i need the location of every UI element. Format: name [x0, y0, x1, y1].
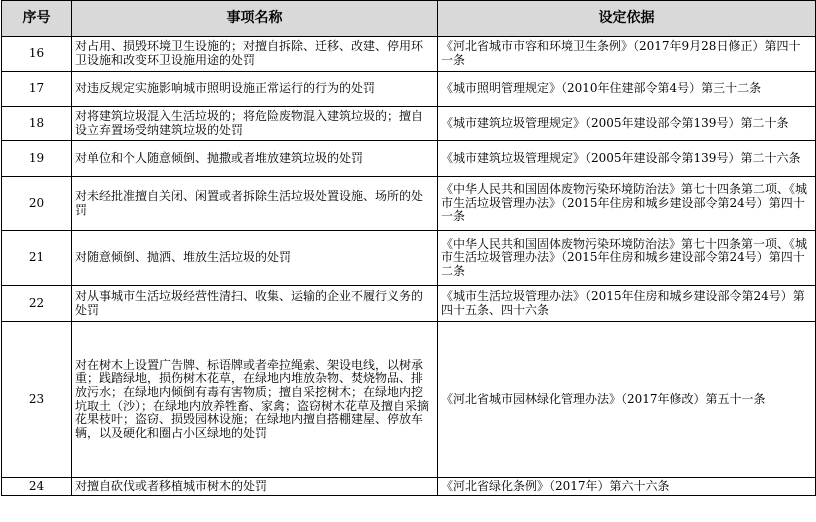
regulation-table — [1, 0, 816, 496]
row-legal-basis: 《中华人民共和国固体废物污染环境防治法》第七十四条第一项、《城市生活垃圾管理办法》（2015年住房和城乡建设部令第24号）第四十二条 — [438, 231, 816, 286]
row-item-name: 对占用、损毁环境卫生设施的；对擅自拆除、迁移、改建、停用环卫设施和改变环卫设施用途的处罚 — [72, 37, 438, 72]
row-item-name: 对违反规定实施影响城市照明设施正常运行的行为的处罚 — [72, 72, 438, 107]
row-item-name: 对单位和个人随意倾倒、抛撒或者堆放建筑垃圾的处罚 — [72, 141, 438, 177]
row-legal-basis: 《河北省城市市容和环境卫生条例》（2017年9月28日修正）第四十一条 — [438, 37, 816, 72]
row-number: 20 — [2, 177, 72, 231]
table-row — [2, 231, 816, 286]
row-item-name: 对从事城市生活垃圾经营性清扫、收集、运输的企业不履行义务的处罚 — [72, 286, 438, 322]
row-number: 23 — [2, 322, 72, 478]
table-row — [2, 107, 816, 141]
row-legal-basis: 《河北省城市园林绿化管理办法》（2017年修改）第五十一条 — [438, 322, 816, 478]
row-legal-basis: 《河北省绿化条例》（2017年）第六十六条 — [438, 478, 816, 496]
table-row — [2, 177, 816, 231]
row-number: 16 — [2, 37, 72, 72]
table-header-row — [2, 1, 816, 37]
row-number: 18 — [2, 107, 72, 141]
table-row — [2, 37, 816, 72]
table-row — [2, 478, 816, 496]
row-legal-basis: 《城市照明管理规定》（2010年住建部令第4号）第三十二条 — [438, 72, 816, 107]
row-number: 21 — [2, 231, 72, 286]
header-item-name: 事项名称 — [72, 1, 438, 37]
row-legal-basis: 《城市建筑垃圾管理规定》（2005年建设部令第139号）第二十六条 — [438, 141, 816, 177]
row-item-name: 对擅自砍伐或者移植城市树木的处罚 — [72, 478, 438, 496]
row-item-name: 对随意倾倒、抛洒、堆放生活垃圾的处罚 — [72, 231, 438, 286]
row-number: 24 — [2, 478, 72, 496]
row-legal-basis: 《中华人民共和国固体废物污染环境防治法》第七十四条第二项、《城市生活垃圾管理办法》（2015年住房和城乡建设部令第24号）第四十一条 — [438, 177, 816, 231]
row-number: 17 — [2, 72, 72, 107]
row-legal-basis: 《城市建筑垃圾管理规定》（2005年建设部令第139号）第二十条 — [438, 107, 816, 141]
row-item-name: 对将建筑垃圾混入生活垃圾的；将危险废物混入建筑垃圾的；擅自设立弃置场受纳建筑垃圾的处罚 — [72, 107, 438, 141]
table-row — [2, 141, 816, 177]
table-row — [2, 286, 816, 322]
header-serial-number: 序号 — [2, 1, 72, 37]
header-legal-basis: 设定依据 — [438, 1, 816, 37]
row-number: 22 — [2, 286, 72, 322]
row-item-name: 对未经批准擅自关闭、闲置或者拆除生活垃圾处置设施、场所的处罚 — [72, 177, 438, 231]
table-row — [2, 72, 816, 107]
row-number: 19 — [2, 141, 72, 177]
row-legal-basis: 《城市生活垃圾管理办法》（2015年住房和城乡建设部令第24号）第四十五条、四十六条 — [438, 286, 816, 322]
table-row — [2, 322, 816, 478]
row-item-name: 对在树木上设置广告牌、标语牌或者牵拉绳索、架设电线，以树承重；践踏绿地，损伤树木花草，在绿地内堆放杂物、焚烧物品、排放污水；在绿地内倾倒有毒有害物质；擅自采挖树木；在绿地内挖坑取土（沙）；在绿地内放养牲畜、家禽；盗窃树木花草及擅自采摘花果枝叶；盗窃、损毁园林设施；在绿地内擅自搭棚建屋、停放车辆，以及硬化和圈占小区绿地的处罚 — [72, 322, 438, 478]
